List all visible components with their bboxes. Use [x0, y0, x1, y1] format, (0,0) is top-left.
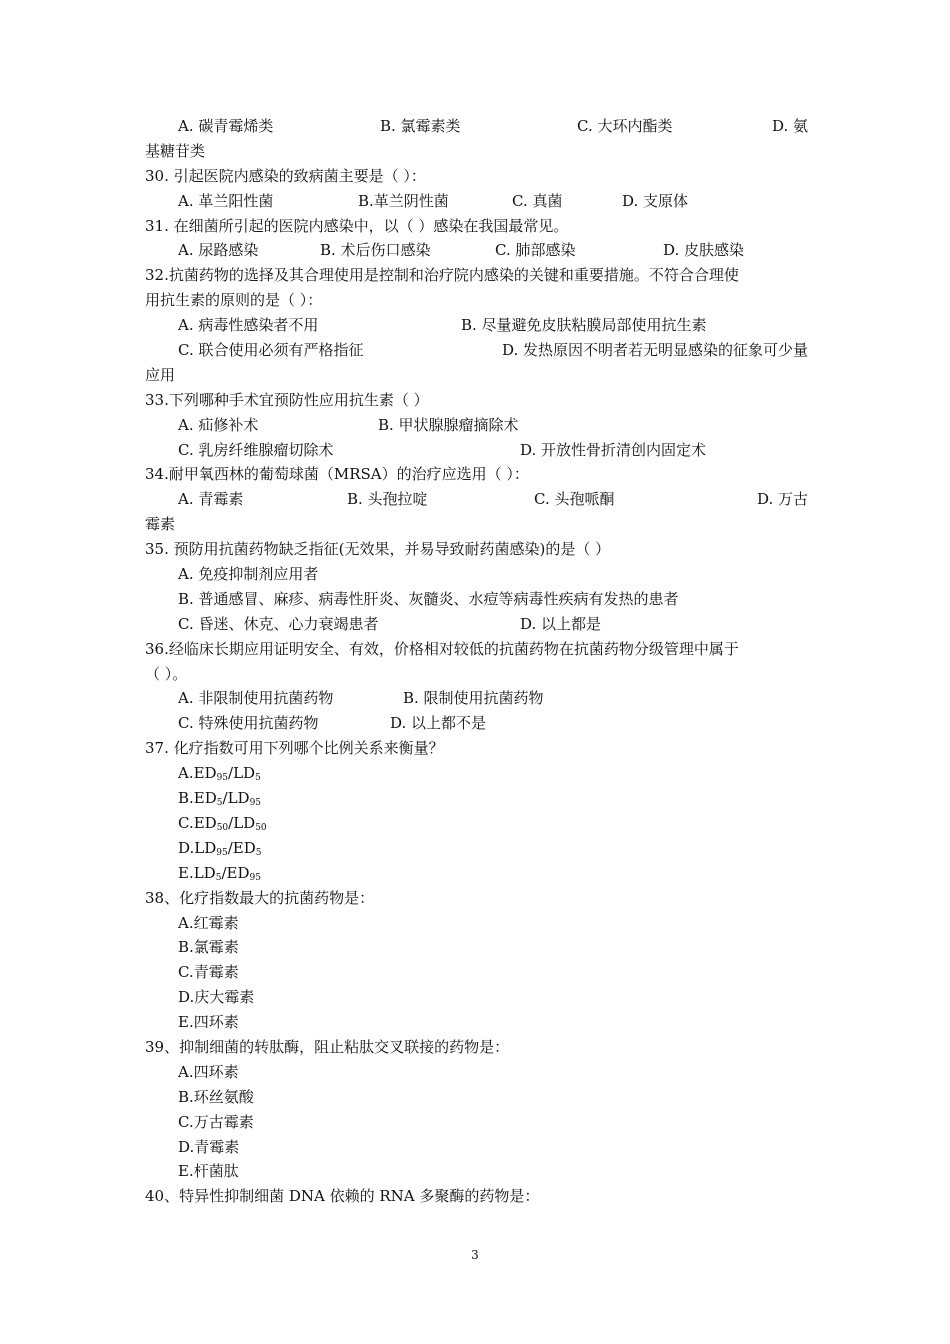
- q33-options-cd: [145, 438, 808, 463]
- q36-option-b: B. 限制使用抗菌药物: [403, 689, 544, 708]
- q36-options-ab: [145, 686, 808, 711]
- q31-option-a: A. 尿路感染: [178, 241, 259, 260]
- q35-option-d: D. 以上都是: [520, 614, 602, 633]
- q32-option-d: D. 发热原因不明者若无明显感染的征象可少量: [501, 341, 808, 360]
- q30-stem: 30. 引起医院内感染的致病菌主要是（ ）：: [145, 166, 426, 185]
- q38-option-c: C.青霉素: [178, 963, 239, 982]
- q29-option-b: B. 氯霉素类: [380, 117, 461, 135]
- q37-option-c-text2: /LD: [228, 813, 256, 832]
- q32-options-cd: [145, 338, 808, 363]
- q36-stem-line2: （ ）。: [145, 664, 188, 683]
- q37-option-e-text: E.LD: [178, 863, 216, 882]
- q34-option-d-wrap: 霉素: [145, 515, 176, 534]
- q38-option-e: E.四环素: [178, 1013, 239, 1032]
- q39-option-d: D.青霉素: [178, 1137, 240, 1156]
- q34-options: [145, 487, 808, 512]
- q30-options: [145, 189, 808, 214]
- q34-option-a: A. 青霉素: [178, 490, 244, 509]
- q31-option-c: C. 肺部感染: [495, 241, 576, 260]
- q32-option-b: B. 尽量避免皮肤粘膜局部使用抗生素: [461, 316, 707, 335]
- q30-option-d: D. 支原体: [622, 191, 689, 210]
- q33-options-ab: [145, 413, 808, 438]
- q39-option-c: C.万古霉素: [178, 1112, 254, 1131]
- q35-options-cd: [145, 612, 808, 637]
- q34-option-b: B. 头孢拉啶: [347, 490, 428, 509]
- q37-option-b-sub1: 5: [216, 798, 223, 809]
- q37-option-e: [145, 861, 808, 886]
- q29-option-d-wrap: 基糖苷类: [145, 141, 206, 160]
- q37-option-a-text2: /LD: [228, 764, 256, 783]
- q30-option-b: B.革兰阴性菌: [358, 191, 449, 210]
- q35-option-c: C. 昏迷、休克、心力衰竭患者: [178, 614, 379, 633]
- q36-options-cd: [145, 711, 808, 736]
- q32-stem-line2: 用抗生素的原则的是（ ）：: [145, 291, 323, 310]
- q37-option-d: [145, 836, 808, 861]
- q37-option-e-sub2: 95: [249, 872, 261, 883]
- q35-option-b: B. 普通感冒、麻疹、病毒性肝炎、灰髓炎、水痘等病毒性疾病有发热的患者: [178, 589, 679, 608]
- q37-option-a-text: A.ED: [178, 764, 217, 783]
- q37-option-b-text: B.ED: [178, 789, 217, 808]
- q37-option-c-text: C.ED: [178, 813, 217, 832]
- q39-option-e: E.杆菌肽: [178, 1162, 239, 1181]
- q32-option-a: A. 病毒性感染者不用: [178, 316, 319, 335]
- q34-option-d: D. 万古: [756, 490, 808, 509]
- q37-option-c-sub1: 50: [216, 822, 229, 833]
- q35-stem: 35. 预防用抗菌药物缺乏指征(无效果，并易导致耐药菌感染)的是（ ）: [145, 540, 611, 559]
- q31-option-d: D. 皮肤感染: [663, 241, 745, 260]
- q33-option-b: B. 甲状腺腺瘤摘除术: [378, 415, 519, 434]
- q34-option-c: C. 头孢哌酮: [534, 490, 615, 509]
- question-list: [145, 114, 808, 1209]
- q39-option-b: B.环丝氨酸: [178, 1087, 254, 1106]
- q38-option-d: D.庆大霉素: [178, 988, 255, 1007]
- q30-option-a: A. 革兰阳性菌: [178, 191, 274, 210]
- q40-stem: 40、特异性抑制细菌 DNA 依赖的 RNA 多聚酶的药物是：: [145, 1187, 540, 1206]
- q30-option-c: C. 真菌: [512, 191, 563, 210]
- q29-option-a: A. 碳青霉烯类: [178, 117, 274, 135]
- q39-stem: 39、抑制细菌的转肽酶，阻止粘肽交叉联接的药物是：: [145, 1037, 510, 1056]
- q36-option-c: C. 特殊使用抗菌药物: [178, 714, 319, 733]
- q32-stem-line1: 32.抗菌药物的选择及其合理使用是控制和治疗院内感染的关键和重要措施。不符合合理使: [145, 266, 739, 285]
- q37-option-d-sub1: 95: [216, 847, 228, 858]
- q37-option-c-sub2: 50: [255, 822, 267, 833]
- q37-option-d-text2: /ED: [227, 838, 256, 857]
- q37-option-a: [145, 761, 808, 786]
- page-number: 3: [471, 1248, 479, 1262]
- q33-option-d: D. 开放性骨折清创内固定术: [520, 440, 707, 459]
- q29-options: [145, 114, 808, 139]
- q33-stem: 33.下列哪种手术宜预防性应用抗生素（ ）: [145, 390, 429, 409]
- q37-option-c: [145, 811, 808, 836]
- q32-option-c: C. 联合使用必须有严格指征: [178, 341, 364, 360]
- q31-stem: 31. 在细菌所引起的医院内感染中，以（ ）感染在我国最常见。: [145, 216, 569, 235]
- q37-option-a-sub2: 5: [255, 773, 261, 784]
- q36-option-a: A. 非限制使用抗菌药物: [178, 689, 334, 708]
- q37-option-e-text2: /ED: [221, 863, 250, 882]
- q37-option-b-sub2: 95: [249, 798, 262, 809]
- q31-option-b: B. 术后伤口感染: [320, 241, 431, 260]
- q33-option-c: C. 乳房纤维腺瘤切除术: [178, 440, 334, 459]
- q33-option-a: A. 疝修补术: [178, 415, 259, 434]
- q36-stem-line1: 36.经临床长期应用证明安全、有效，价格相对较低的抗菌药物在抗菌药物分级管理中属于: [145, 639, 739, 658]
- q37-option-d-sub2: 5: [255, 847, 262, 858]
- q38-option-b: B.氯霉素: [178, 938, 239, 957]
- q38-option-a: A.红霉素: [178, 913, 239, 932]
- q34-stem: 34.耐甲氧西林的葡萄球菌（MRSA）的治疗应选用（ ）：: [145, 465, 529, 484]
- q37-option-e-sub1: 5: [215, 872, 222, 883]
- q37-stem: 37. 化疗指数可用下列哪个比例关系来衡量？: [145, 739, 444, 758]
- q37-option-b: [145, 786, 808, 811]
- q39-option-a: A.四环素: [178, 1062, 239, 1081]
- q37-option-b-text2: /LD: [222, 789, 250, 808]
- q37-option-a-sub1: 95: [216, 773, 229, 784]
- q37-option-d-text: D.LD: [178, 838, 217, 857]
- q38-stem: 38、化疗指数最大的抗菌药物是：: [145, 888, 375, 907]
- q35-option-a: A. 免疫抑制剂应用者: [178, 565, 319, 584]
- q32-options-ab: [145, 313, 808, 338]
- q32-option-d-wrap: 应用: [145, 365, 176, 384]
- q29-option-d: D. 氨: [771, 117, 808, 135]
- q31-options: [145, 238, 808, 263]
- q36-option-d: D. 以上都不是: [390, 714, 487, 733]
- q29-option-c: C. 大环内酯类: [577, 117, 673, 135]
